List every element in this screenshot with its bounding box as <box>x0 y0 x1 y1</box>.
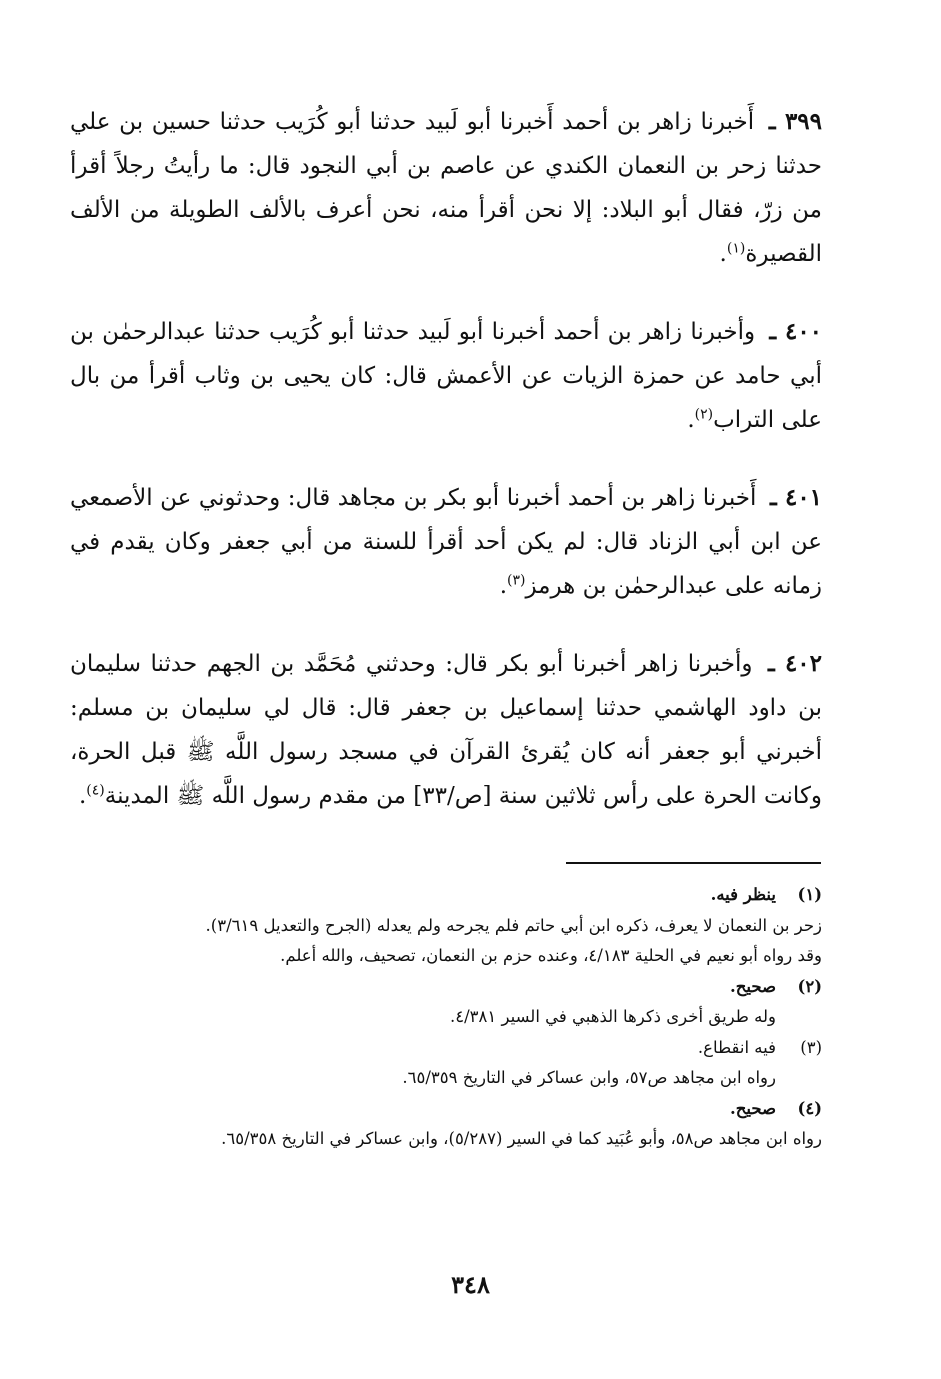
footnote-4-line-1: رواه ابن مجاهد ص٥٨، وأبو عُبَيد كما في السير (٥/٢٨٧)، وابن عساكر في التاريخ ٦٥/٣٥٨. <box>221 1129 822 1148</box>
entry-400: ٤٠٠ ـ وأخبرنا زاهر بن أحمد أخبرنا أبو لَبيد حدثنا أبو كُرَيب حدثنا عبدالرحمٰن بن أبي حامد عن حمزة الزيات عن الأعمش قال: كان يحيى بن وثاب أقرأ من بال على التراب$^{(٢)}$. <box>70 318 823 433</box>
entry-number: ٤٠٢ ـ <box>767 650 822 677</box>
entry-text: وأخبرنا زاهر بن أحمد أخبرنا أبو لَبيد حدثنا أبو كُرَيب حدثنا عبدالرحمٰن بن أبي حامد عن حمزة الزيات عن الأعمش قال: كان يحيى بن وثاب أقرأ من بال على التراب <box>70 319 822 433</box>
entry-number: ٤٠١ ـ <box>769 484 823 511</box>
footnote-3-line-1: رواه ابن مجاهد ص٥٧، وابن عساكر في التاريخ ٦٥/٣٥٩. <box>402 1068 776 1087</box>
footnote-heading: صحيح. <box>729 976 776 996</box>
footnote-ref[interactable]: (٣) <box>507 572 526 589</box>
footnote-number: (١) <box>797 885 822 904</box>
main-text <box>70 100 822 852</box>
footnote-3-head <box>76 1033 822 1064</box>
footnote-1-head <box>76 880 822 911</box>
entry-402: ٤٠٢ ـ وأخبرنا زاهر أخبرنا أبو بكر قال: وحدثني مُحَمَّد بن الجهم حدثنا سليمان بن داود الهاشمي حدثنا إسماعيل بن جعفر قال: قال لي سليمان بن مسلم: أخبرني أبو جعفر أنه كان يُقرئ القرآن في مسجد رسول اللَّه ﷺ قبل الحرة، وكانت الحرة على رأس ثلاثين سنة [ص/٣٣] من مقدم رسول اللَّه ﷺ المدينة$^{(٤)}$. <box>70 650 822 809</box>
entry-text: وأخبرنا زاهر أخبرنا أبو بكر قال: وحدثني مُحَمَّد بن الجهم حدثنا سليمان بن داود الهاشمي حدثنا إسماعيل بن جعفر قال: قال لي سليمان بن مسلم: أخبرني أبو جعفر أنه كان يُقرئ القرآن في مسجد رسول اللَّه ﷺ قبل الحرة، وكانت الحرة على رأس ثلاثين سنة [ص/٣٣] من مقدم رسول اللَّه ﷺ المدينة <box>70 651 822 809</box>
footnote-heading: ينظر فيه. <box>710 885 776 904</box>
footnote-1-line-1: زحر بن النعمان لا يعرف، ذكره ابن أبي حاتم فلم يجرحه ولم يعدله (الجرح والتعديل ٣/٦١٩). <box>205 915 822 935</box>
footnotes <box>76 880 822 1155</box>
entry-text: أَخبرنا زاهر بن أحمد أَخبرنا أبو لَبيد حدثنا أبو كُرَيب حدثنا حسين بن علي حدثنا زحر بن النعمان الكندي عن عاصم بن أبي النجود قال: ما رأيتُ رجلاً أقرأ من زرّ، فقال أبو البلاد: إلا نحن أقرأ منه، نحن أعرف بالألف الطويلة من الألف القصيرة <box>70 109 822 267</box>
footnote-ref[interactable]: (٤) <box>86 782 105 799</box>
entry-401: ٤٠١ ـ أَخبرنا زاهر بن أحمد أخبرنا أبو بكر بن مجاهد قال: وحدثوني عن الأصمعي عن ابن أبي الزناد قال: لم يكن أحد أقرأ للسنة من أبي جعفر وكان يقدم في زمانه على عبدالرحمٰن بن هرمز$^{(٣)}$. <box>70 484 823 599</box>
footnote-heading: فيه انقطاع. <box>697 1037 776 1057</box>
footnote-ref[interactable]: (١) <box>726 240 746 257</box>
footnote-1-line-2: وقد رواه أبو نعيم في الحلية ٤/١٨٣، وعنده حزم بن النعمان، تصحيف، والله أعلم. <box>280 946 822 965</box>
footnote-number: (٢) <box>797 976 822 996</box>
entry-number: ٤٠٠ ـ <box>769 318 823 345</box>
footnote-divider <box>566 862 821 864</box>
footnote-4-head <box>76 1094 822 1125</box>
page-number: ٣٤٨ <box>451 1270 490 1299</box>
entry-number: ٣٩٩ ـ <box>768 108 823 135</box>
footnote-number: (٣) <box>800 1037 822 1057</box>
footnote-heading: صحيح. <box>729 1098 776 1118</box>
entry-text: أَخبرنا زاهر بن أحمد أخبرنا أبو بكر بن مجاهد قال: وحدثوني عن الأصمعي عن ابن أبي الزناد قال: لم يكن أحد أقرأ للسنة من أبي جعفر وكان يقدم في زمانه على عبدالرحمٰن بن هرمز <box>70 485 822 599</box>
footnote-ref[interactable]: (٢) <box>694 406 714 423</box>
footnote-number: (٤) <box>797 1098 822 1118</box>
footnote-2-head <box>76 972 822 1003</box>
entry-399: ٣٩٩ ـ أَخبرنا زاهر بن أحمد أَخبرنا أبو لَبيد حدثنا أبو كُرَيب حدثنا حسين بن علي حدثنا زحر بن النعمان الكندي عن عاصم بن أبي النجود قال: ما رأيتُ رجلاً أقرأ من زرّ، فقال أبو البلاد: إلا نحن أقرأ منه، نحن أعرف بالألف الطويلة من الألف القصيرة$^{(١)}$. <box>70 108 823 267</box>
footnote-2-line-1: وله طريق أخرى ذكرها الذهبي في السير ٤/٣٨١. <box>449 1007 776 1026</box>
